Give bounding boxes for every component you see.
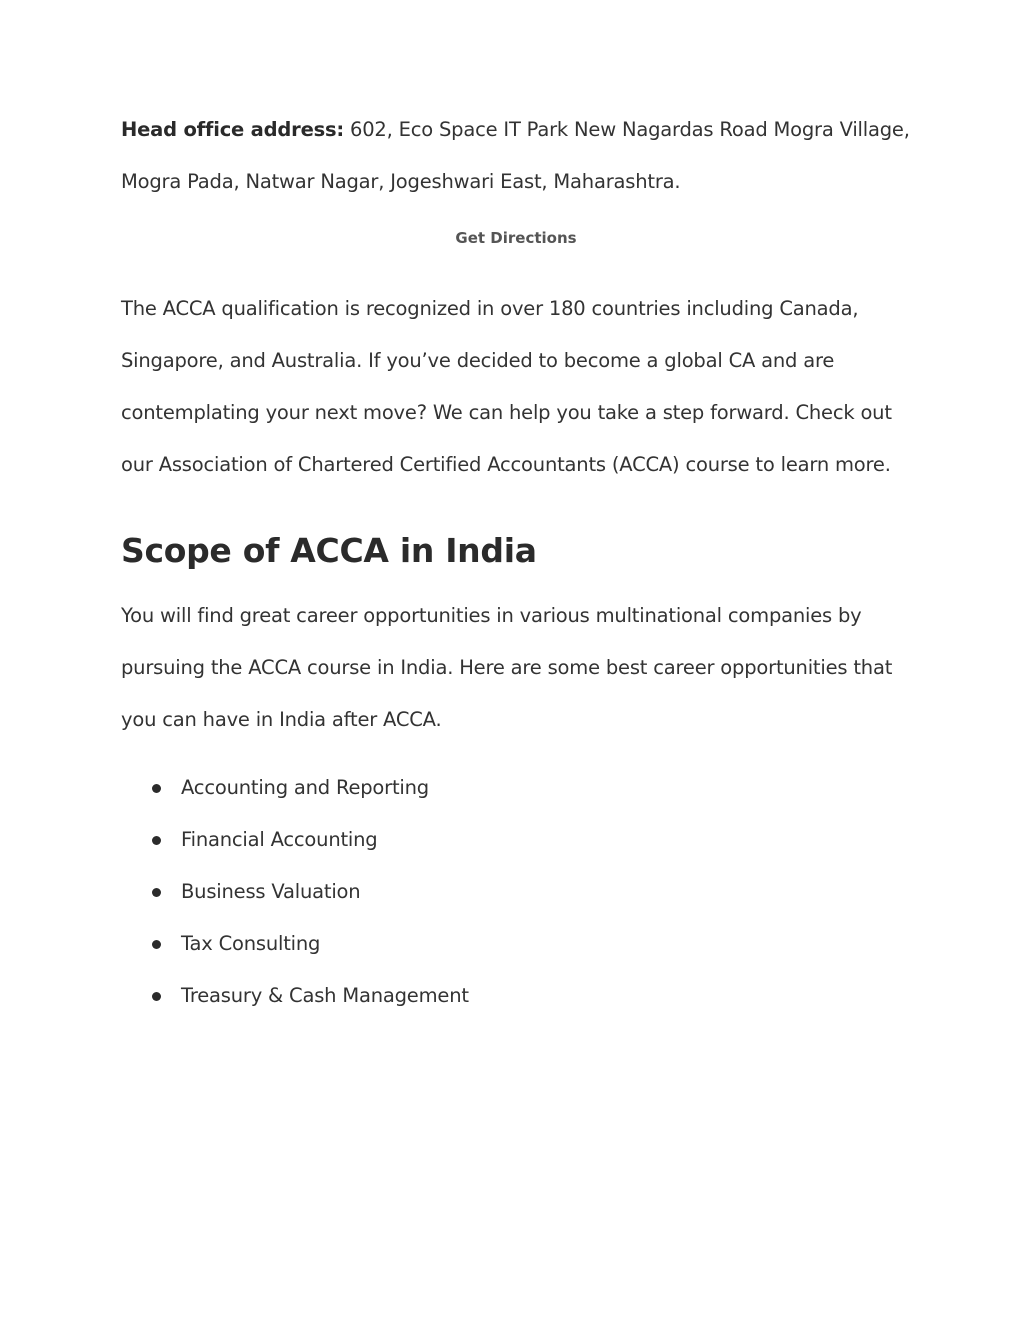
section-heading: Scope of ACCA in India xyxy=(121,531,537,570)
list-item xyxy=(121,866,911,918)
list-item-label: Tax Consulting xyxy=(181,932,321,955)
intro-paragraph: The ACCA qualification is recognized in over 180 countries including Canada, Singapore, and Australia. If you’ve decided to become a global CA and are contemplating your next move? We can help you take a step forward. Check out our Association of Chartered Certified Accountants (ACCA) course to learn more. xyxy=(121,297,892,476)
list-item-label: Accounting and Reporting xyxy=(181,776,429,799)
bullet-icon xyxy=(152,940,161,949)
list-item xyxy=(121,918,911,970)
address-paragraph xyxy=(121,104,911,208)
list-item-label: Treasury & Cash Management xyxy=(181,984,469,1007)
address-label: Head office address: xyxy=(121,118,345,141)
directions-container xyxy=(121,223,911,253)
document-page xyxy=(121,104,911,1022)
bullet-icon xyxy=(152,784,161,793)
bullet-icon xyxy=(152,888,161,897)
bullet-icon xyxy=(152,992,161,1001)
list-item-label: Financial Accounting xyxy=(181,828,378,851)
list-item-label: Business Valuation xyxy=(181,880,361,903)
list-item xyxy=(121,814,911,866)
address-text: 602, Eco Space IT Park New Nagardas Road Mogra Village, Mogra Pada, Natwar Nagar, Jogeshwari East, Maharashtra. xyxy=(121,118,910,193)
bullet-icon xyxy=(152,836,161,845)
section-paragraph: You will find great career opportunities in various multinational companies by pursuing the ACCA course in India. Here are some best career opportunities that you can have in India after ACCA. xyxy=(121,604,893,731)
career-list xyxy=(121,762,911,1022)
list-item xyxy=(121,762,911,814)
get-directions-link[interactable]: Get Directions xyxy=(455,229,577,247)
list-item xyxy=(121,970,911,1022)
